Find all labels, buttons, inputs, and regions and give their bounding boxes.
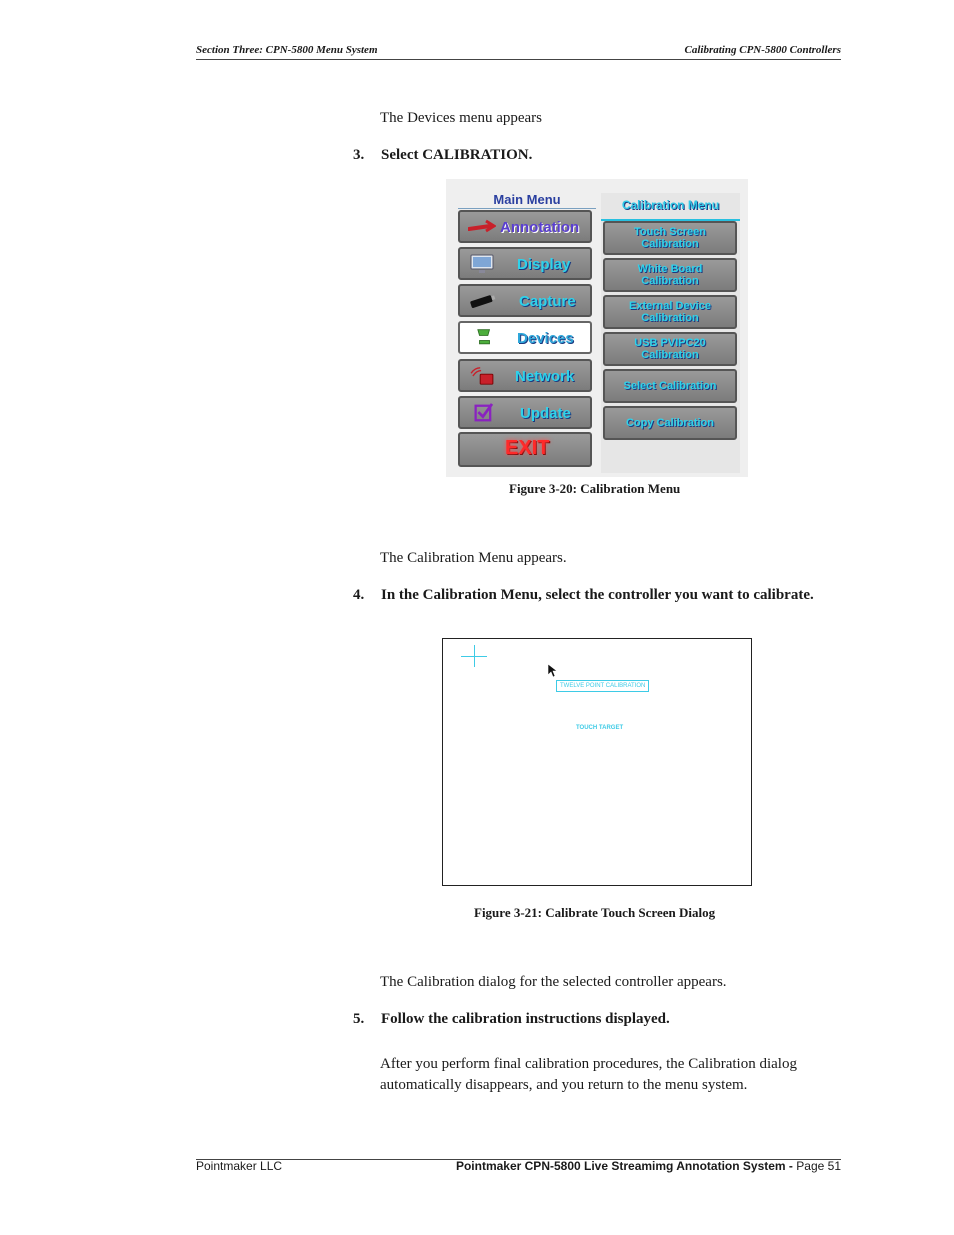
calibration-button-label: USB PVIPC20 Calibration xyxy=(634,337,706,361)
main-menu-display[interactable] xyxy=(458,247,592,280)
touch-target-label: TOUCH TARGET xyxy=(576,725,624,731)
main-menu-devices[interactable] xyxy=(458,321,592,354)
paragraph-after-calibration xyxy=(380,1054,797,1096)
calibration-usb-pvipc20-button[interactable] xyxy=(603,332,737,366)
step-text: Follow the calibration instructions displayed. xyxy=(381,1011,670,1027)
menu-label: Capture xyxy=(519,293,576,310)
paragraph-line: automatically disappears, and you return to the menu system. xyxy=(380,1077,748,1093)
figure-calibration-menu xyxy=(446,179,748,477)
exit-sign: EXIT xyxy=(505,437,550,459)
menu-label: Network xyxy=(515,368,575,385)
menu-label: Annotation xyxy=(500,219,580,236)
mouse-pointer-icon xyxy=(547,663,557,679)
checkbox-icon xyxy=(468,403,496,423)
step-number: 5. xyxy=(353,1011,365,1027)
calibration-touch-screen-button[interactable] xyxy=(603,221,737,255)
calibration-button-label: Select Calibration xyxy=(623,380,717,392)
main-menu-title: Main Menu xyxy=(458,192,596,209)
main-menu-exit[interactable] xyxy=(458,432,592,467)
footer-product-page xyxy=(456,1159,841,1173)
header-section-title: Section Three: CPN-5800 Menu System xyxy=(196,44,378,56)
step-number: 4. xyxy=(353,587,365,603)
paragraph-devices-menu: The Devices menu appears xyxy=(380,110,543,126)
pen-arrow-icon xyxy=(468,217,496,237)
figure-calibrate-touch-screen-dialog xyxy=(442,638,752,886)
main-menu-network[interactable] xyxy=(458,359,592,392)
step-5 xyxy=(353,1011,833,1031)
network-icon xyxy=(468,366,496,386)
step-number: 3. xyxy=(353,147,365,163)
calibration-button-label: Touch Screen Calibration xyxy=(634,226,706,250)
copy-calibration-button[interactable] xyxy=(603,406,737,440)
main-menu-annotation[interactable] xyxy=(458,210,592,243)
footer-product-name: Pointmaker CPN-5800 Live Streamimg Annotation System - xyxy=(455,1159,793,1173)
figure-caption-3-20: Figure 3-20: Calibration Menu xyxy=(509,481,681,496)
select-calibration-button[interactable] xyxy=(603,369,737,403)
calibration-menu-title: Calibration Menu xyxy=(601,195,740,221)
footer-page-number: Page 51 xyxy=(796,1159,841,1173)
crosshair-target-icon[interactable] xyxy=(474,645,475,667)
calibration-button-label: White Board Calibration xyxy=(637,263,703,287)
figure-caption-3-21: Figure 3-21: Calibrate Touch Screen Dialog xyxy=(474,905,716,920)
step-3 xyxy=(353,147,833,167)
calibration-menu-panel xyxy=(601,193,740,473)
menu-label: Update xyxy=(520,405,571,422)
calibration-white-board-button[interactable] xyxy=(603,258,737,292)
calibration-external-device-button[interactable] xyxy=(603,295,737,329)
menu-label: Display xyxy=(517,256,571,273)
main-menu-update[interactable] xyxy=(458,396,592,429)
menu-label: Devices xyxy=(517,330,574,347)
paragraph-calibration-dialog: The Calibration dialog for the selected controller appears. xyxy=(380,974,727,990)
header-chapter-title: Calibrating CPN-5800 Controllers xyxy=(684,44,841,56)
calibration-button-label: External Device Calibration xyxy=(629,300,711,324)
step-text: Select CALIBRATION. xyxy=(381,147,533,163)
calibration-button-label: Copy Calibration xyxy=(625,417,714,429)
twelve-point-calibration-label: TWELVE POINT CALIBRATION xyxy=(556,680,649,692)
paragraph-line: After you perform final calibration procedures, the Calibration dialog xyxy=(380,1056,797,1072)
usb-stick-icon xyxy=(468,291,496,311)
step-4 xyxy=(353,587,833,607)
main-menu-capture[interactable] xyxy=(458,284,592,317)
monitor-icon xyxy=(468,254,496,274)
step-text: In the Calibration Menu, select the controller you want to calibrate. xyxy=(381,587,814,603)
paragraph-calibration-menu: The Calibration Menu appears. xyxy=(380,550,567,566)
device-icon xyxy=(468,328,496,348)
header-rule xyxy=(196,59,841,60)
footer-company: Pointmaker LLC xyxy=(196,1159,283,1173)
